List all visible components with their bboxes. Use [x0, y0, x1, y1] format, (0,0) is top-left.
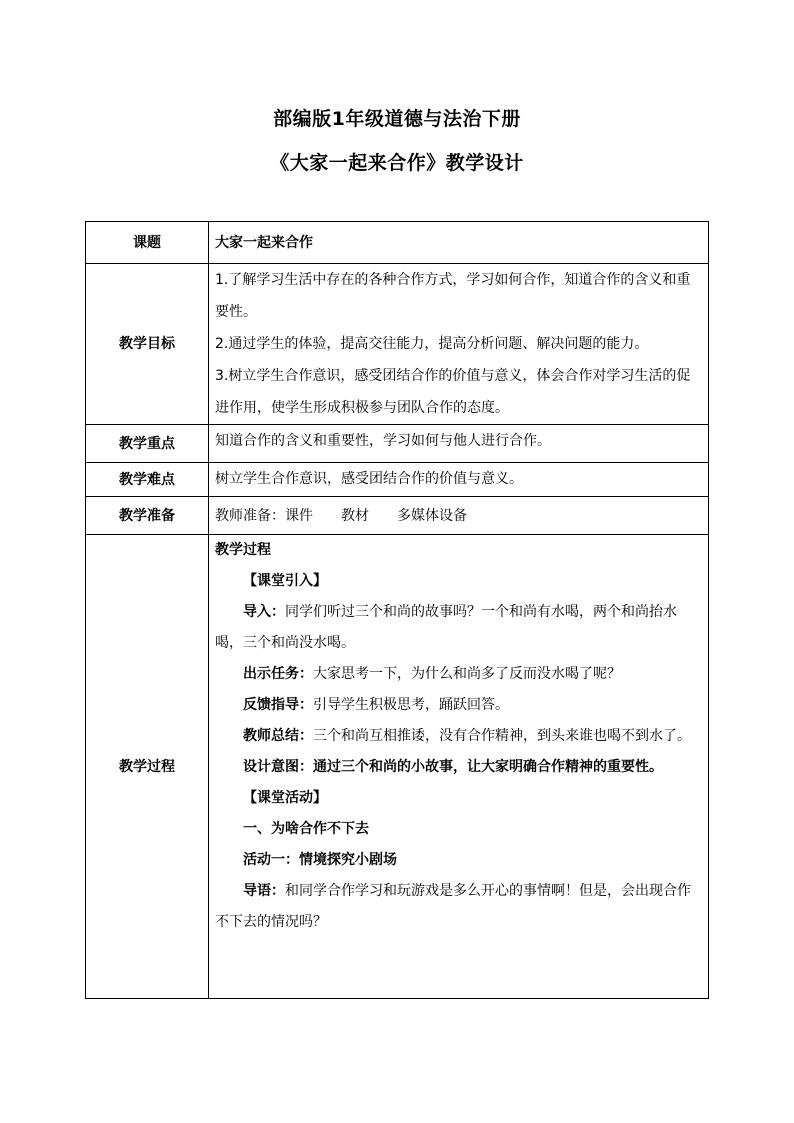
summary	[215, 721, 702, 752]
goal-item: 3.树立学生合作意识，感受团结合作的价值与意义，体会合作对学习生活的促进作用，使学生形成积极参与团队合作的态度。	[215, 368, 691, 416]
feedback-text: 引导学生积极思考，踊跃回答。	[313, 697, 509, 713]
task-label: 出示任务：	[243, 666, 313, 682]
goal-item: 2.通过学生的体验，提高交往能力，提高分析问题、解决问题的能力。	[215, 336, 649, 352]
intro-lead-label: 导入：	[243, 604, 285, 620]
summary-label: 教师总结：	[243, 728, 313, 744]
label-difficulties: 教学难点	[86, 463, 209, 497]
activity-one-heading: 活动一：情境探究小剧场	[243, 852, 397, 868]
part-one-heading: 一、为啥合作不下去	[243, 821, 369, 837]
intro-lead-text: 同学们听过三个和尚的故事吗？一个和尚有水喝，两个和尚抬水喝，三个和尚没水喝。	[215, 604, 677, 651]
row-preparation	[86, 497, 709, 535]
label-topic: 课题	[86, 222, 209, 264]
label-preparation: 教学准备	[86, 497, 209, 535]
section-activity: 【课堂活动】	[243, 790, 327, 806]
lesson-plan-table	[85, 221, 709, 999]
row-goals	[86, 264, 709, 425]
row-topic	[86, 222, 709, 264]
label-goals: 教学目标	[86, 264, 209, 425]
row-difficulties	[86, 463, 709, 497]
guide-text: 和同学合作学习和玩游戏是多么开心的事情啊！但是，会出现合作不下去的情况吗？	[215, 883, 691, 930]
task	[215, 659, 702, 690]
section-intro: 【课堂引入】	[243, 573, 327, 589]
document-title-line2: 《大家一起来合作》教学设计	[270, 152, 524, 174]
feedback-label: 反馈指导：	[243, 697, 313, 713]
goal-item: 1.了解学习生活中存在的各种合作方式，学习如何合作，知道合作的含义和重要性。	[215, 272, 691, 320]
value-preparation: 教师准备：课件 教材 多媒体设备	[209, 497, 709, 535]
row-key-points	[86, 425, 709, 463]
value-goals	[209, 264, 709, 425]
guide	[215, 876, 702, 938]
label-process: 教学过程	[86, 535, 209, 999]
value-process	[209, 535, 709, 999]
process-heading: 教学过程	[215, 542, 271, 558]
design-intent: 设计意图：通过三个和尚的小故事，让大家明确合作精神的重要性。	[243, 759, 663, 775]
feedback	[215, 690, 702, 721]
document-title-line1: 部编版1年级道德与法治下册	[273, 108, 521, 130]
summary-text: 三个和尚互相推诿，没有合作精神，到头来谁也喝不到水了。	[313, 728, 691, 744]
task-text: 大家思考一下，为什么和尚多了反而没水喝了呢？	[313, 666, 621, 682]
guide-label: 导语：	[243, 883, 285, 899]
value-topic: 大家一起来合作	[209, 222, 709, 264]
value-key-points: 知道合作的含义和重要性，学习如何与他人进行合作。	[209, 425, 709, 463]
label-key-points: 教学重点	[86, 425, 209, 463]
intro-lead	[215, 597, 702, 659]
value-difficulties: 树立学生合作意识，感受团结合作的价值与意义。	[209, 463, 709, 497]
row-process	[86, 535, 709, 999]
